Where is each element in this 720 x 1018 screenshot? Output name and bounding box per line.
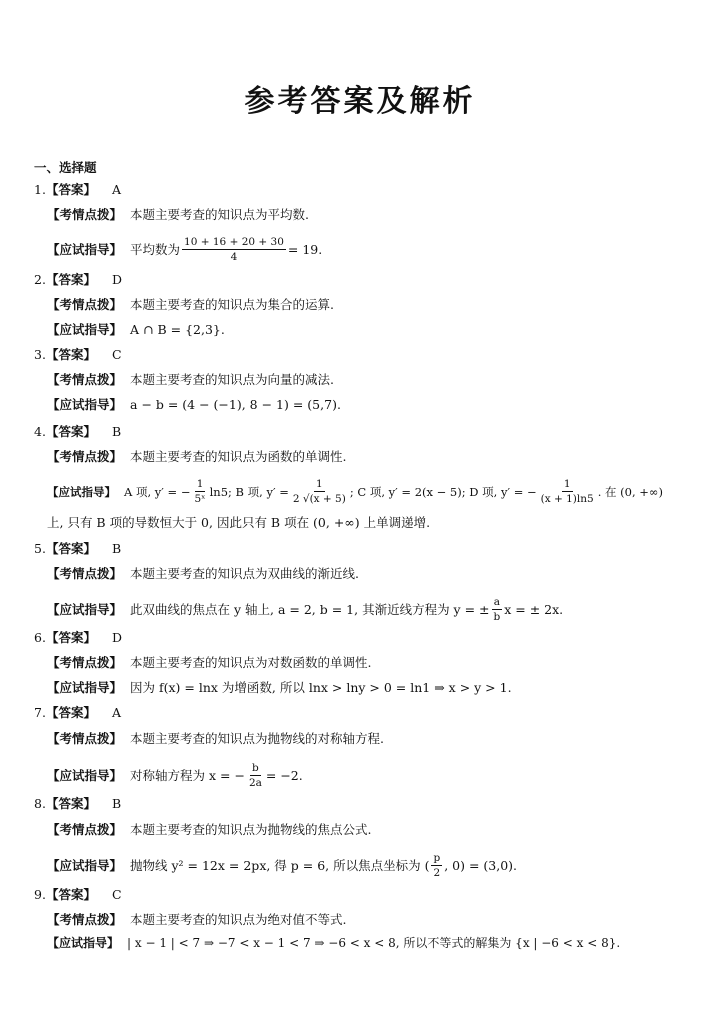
q1-point: 本题主要考查的知识点为平均数. <box>130 207 309 222</box>
q9-answer: C <box>111 887 122 902</box>
q4-frac-c-den: (x + 1)ln5 <box>540 493 594 505</box>
answer-tag: 【答案】 <box>45 424 96 439</box>
q4-guide-b: ln5; B 项, y′ = <box>209 484 289 499</box>
q3-point-line <box>47 372 334 388</box>
page-title: 参考答案及解析 <box>244 84 476 119</box>
q5-frac-den: b <box>493 611 501 623</box>
q9-number: 9. <box>34 887 46 902</box>
guide-tag: 【应试指导】 <box>47 241 123 257</box>
q4-fraction-b <box>291 478 348 505</box>
q5-answer: B <box>111 541 122 556</box>
q8-fraction <box>431 852 442 879</box>
guide-tag: 【应试指导】 <box>47 767 123 783</box>
q1-answer-line <box>34 182 121 198</box>
guide-tag: 【应试指导】 <box>47 936 120 950</box>
q6-guide-line <box>47 680 512 696</box>
q7-answer: A <box>111 705 121 720</box>
q6-guide: 因为 f(x) = lnx 为增函数, 所以 lnx > lny > 0 = ln1 ⇒ x > y > 1. <box>130 680 512 695</box>
point-tag: 【考情点拨】 <box>47 372 123 387</box>
q8-number: 8. <box>34 796 46 811</box>
guide-tag: 【应试指导】 <box>47 397 123 412</box>
answer-tag: 【答案】 <box>45 541 96 556</box>
q6-point: 本题主要考查的知识点为对数函数的单调性. <box>130 655 372 670</box>
answer-tag: 【答案】 <box>45 887 96 902</box>
q4-fraction-c <box>539 478 596 505</box>
q7-point: 本题主要考查的知识点为抛物线的对称轴方程. <box>130 731 384 746</box>
q9-answer-line <box>34 887 122 903</box>
q4-answer: B <box>111 424 122 439</box>
q5-point-line <box>47 566 359 582</box>
q8-answer-line <box>34 796 121 812</box>
q3-point: 本题主要考查的知识点为向量的减法. <box>130 372 334 387</box>
answer-tag: 【答案】 <box>45 630 96 645</box>
answer-tag: 【答案】 <box>45 796 96 811</box>
q7-point-line <box>47 731 384 747</box>
q4-answer-line <box>34 424 121 440</box>
point-tag: 【考情点拨】 <box>47 731 123 746</box>
q2-answer: D <box>111 272 122 287</box>
q4-frac-b-den: 2 √(x + 5) <box>292 493 346 505</box>
point-tag: 【考情点拨】 <box>47 655 123 670</box>
q2-number: 2. <box>34 272 46 287</box>
q4-fraction-a <box>192 478 207 505</box>
q1-frac-den: 4 <box>230 251 238 263</box>
q3-answer: C <box>111 347 122 362</box>
q4-point-line <box>47 449 347 465</box>
q4-frac-a-den: 5ˣ <box>194 493 206 505</box>
q5-guide-b: x = ± 2x. <box>504 601 564 617</box>
q8-guide-a: 抛物线 y² = 12x = 2px, 得 p = 6, 所以焦点坐标为 ( <box>130 857 430 873</box>
q8-guide-line <box>47 852 517 879</box>
q5-point: 本题主要考查的知识点为双曲线的渐近线. <box>130 566 359 581</box>
guide-tag: 【应试指导】 <box>47 484 116 499</box>
point-tag: 【考情点拨】 <box>47 566 123 581</box>
q5-answer-line <box>34 541 121 557</box>
q3-guide-line <box>47 397 341 413</box>
answer-tag: 【答案】 <box>45 272 96 287</box>
q4-point: 本题主要考查的知识点为函数的单调性. <box>130 449 347 464</box>
q7-frac-den: 2a <box>248 777 262 789</box>
q9-point: 本题主要考查的知识点为绝对值不等式. <box>130 912 347 927</box>
point-tag: 【考情点拨】 <box>47 912 123 927</box>
q8-point: 本题主要考查的知识点为抛物线的焦点公式. <box>130 822 372 837</box>
q1-guide-line <box>47 236 322 263</box>
q7-guide-line <box>47 762 303 789</box>
q2-point: 本题主要考查的知识点为集合的运算. <box>130 297 334 312</box>
q4-guide-continuation: 上, 只有 B 项的导数恒大于 0, 因此只有 B 项在 (0, +∞) 上单调递增. <box>47 515 431 530</box>
q7-number: 7. <box>34 705 46 720</box>
guide-tag: 【应试指导】 <box>47 857 123 873</box>
point-tag: 【考情点拨】 <box>47 822 123 837</box>
guide-tag: 【应试指导】 <box>47 680 123 695</box>
section-title: 一、选择题 <box>34 160 97 175</box>
q6-answer-line <box>34 630 122 646</box>
q8-guide-b: , 0) = (3,0). <box>444 857 518 873</box>
q8-frac-num: p <box>433 852 441 864</box>
q2-guide-line <box>47 322 225 338</box>
q5-guide-line <box>47 596 563 623</box>
q2-point-line <box>47 297 334 313</box>
q2-guide: A ∩ B = {2,3}. <box>130 322 225 337</box>
answer-tag: 【答案】 <box>45 182 96 197</box>
q3-answer-line <box>34 347 122 363</box>
q4-guide-d: . 在 (0, +∞) <box>597 484 664 499</box>
q1-point-line <box>47 207 309 223</box>
q1-fraction <box>182 236 286 263</box>
q5-number: 5. <box>34 541 46 556</box>
q7-answer-line <box>34 705 121 721</box>
q2-answer-line <box>34 272 122 288</box>
q7-guide-a: 对称轴方程为 x = − <box>130 767 245 783</box>
point-tag: 【考情点拨】 <box>47 449 123 464</box>
point-tag: 【考情点拨】 <box>47 297 123 312</box>
q4-guide-c: ; C 项, y′ = 2(x − 5); D 项, y′ = − <box>349 484 537 499</box>
answer-tag: 【答案】 <box>45 705 96 720</box>
q5-frac-num: a <box>493 596 500 608</box>
q9-guide-line <box>47 935 620 951</box>
q5-guide-a: 此双曲线的焦点在 y 轴上, a = 2, b = 1, 其渐近线方程为 y = ± <box>130 601 490 617</box>
guide-tag: 【应试指导】 <box>47 601 123 617</box>
q8-point-line <box>47 822 372 838</box>
guide-tag: 【应试指导】 <box>47 322 123 337</box>
q3-guide: a − b = (4 − (−1), 8 − 1) = (5,7). <box>130 397 341 412</box>
q1-guide-post: = 19. <box>287 241 323 257</box>
answer-tag: 【答案】 <box>45 347 96 362</box>
q3-number: 3. <box>34 347 46 362</box>
q4-number: 4. <box>34 424 46 439</box>
q6-number: 6. <box>34 630 46 645</box>
q8-answer: B <box>111 796 122 811</box>
q1-number: 1. <box>34 182 46 197</box>
q4-frac-b-num: 1 <box>316 478 323 490</box>
q7-guide-b: = −2. <box>265 767 303 783</box>
q6-point-line <box>47 655 372 671</box>
q8-frac-den: 2 <box>433 867 441 879</box>
q1-frac-num: 10 + 16 + 20 + 30 <box>184 236 284 248</box>
q1-guide-pre: 平均数为 <box>130 241 181 257</box>
point-tag: 【考情点拨】 <box>47 207 123 222</box>
q4-guide-line <box>47 478 663 505</box>
q4-frac-a-num: 1 <box>196 478 204 490</box>
q6-answer: D <box>111 630 122 645</box>
q7-frac-num: b <box>252 762 259 774</box>
q1-answer: A <box>111 182 121 197</box>
q7-fraction <box>247 762 264 789</box>
q9-guide: | x − 1 | < 7 ⇒ −7 < x − 1 < 7 ⇒ −6 < x < 8, 所以不等式的解集为 {x | −6 < x < 8}. <box>127 936 621 950</box>
q4-frac-c-num: 1 <box>563 478 571 490</box>
q9-point-line <box>47 912 347 928</box>
q4-guide-a: A 项, y′ = − <box>124 484 191 499</box>
q5-fraction <box>492 596 503 623</box>
